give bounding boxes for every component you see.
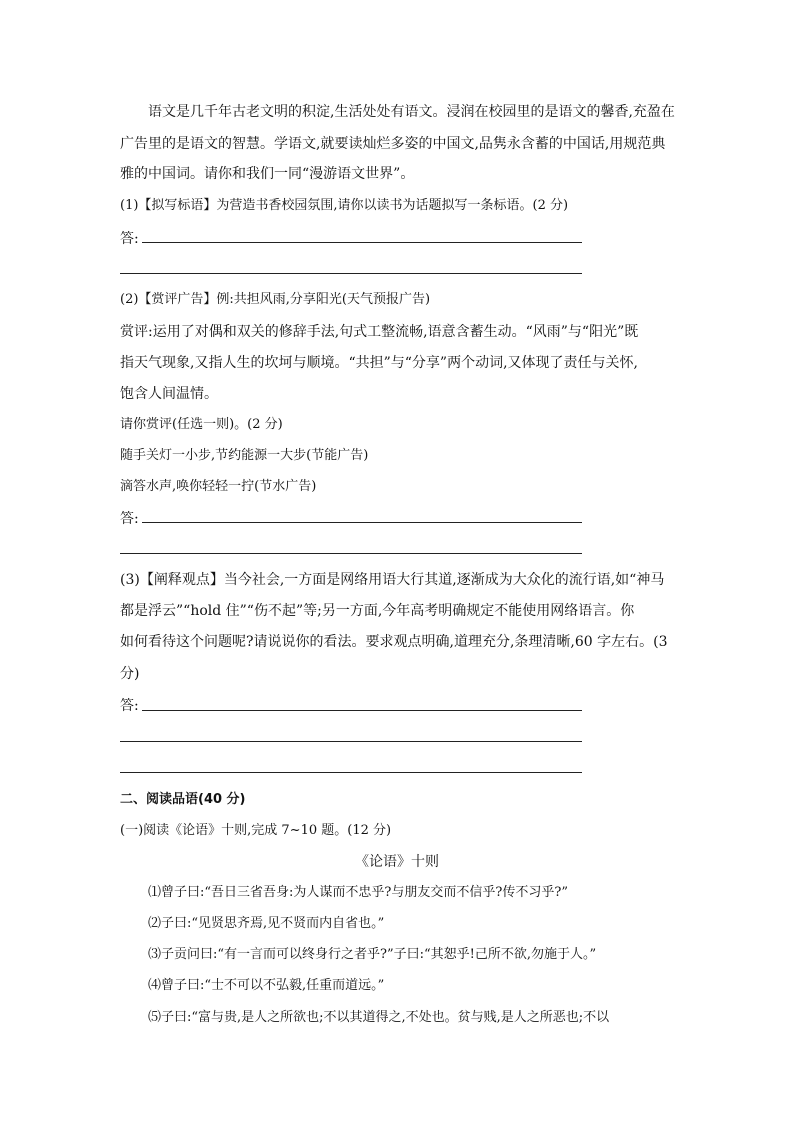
question-1: (1)【拟写标语】为营造书香校园氛围,请你以读书为话题拟写一条标语。(2 分) — [120, 198, 569, 213]
section-2-title: 二、阅读品语(40 分) — [120, 792, 246, 807]
answer-line-1a[interactable] — [142, 242, 582, 243]
answer-label-2: 答: — [120, 511, 139, 527]
analects-heading: 《论语》十则 — [355, 854, 439, 870]
answer-label-1: 答: — [120, 231, 139, 247]
appreciation-line-3: 饱含人间温情。 — [120, 386, 218, 402]
question-3-line-2: 都是浮云”“hold 住”“伤不起”等;另一方面,今年高考明确规定不能使用网络语言。你 — [120, 603, 635, 619]
question-3-line-3: 如何看待这个问题呢?请说说你的看法。要求观点明确,道理充分,条理清晰,60 字左右。(3 — [120, 634, 668, 650]
answer-line-1b[interactable] — [120, 273, 582, 274]
analects-item-2: ⑵子曰:“见贤思齐焉,见不贤而内自省也。” — [148, 916, 385, 931]
appreciation-line-2: 指天气现象,又指人生的坎坷与顺境。“共担”与“分享”两个动词,又体现了责任与关怀, — [120, 355, 638, 371]
question-2: (2)【赏评广告】例:共担风雨,分享阳光(天气预报广告) — [120, 292, 431, 307]
answer-line-3b[interactable] — [120, 741, 582, 742]
question-3-line-4: 分) — [120, 666, 140, 682]
section-2-subtitle: (一)阅读《论语》十则,完成 7~10 题。(12 分) — [120, 823, 392, 838]
answer-line-2a[interactable] — [142, 522, 582, 523]
analects-item-4: ⑷曾子曰:“士不可以不弘毅,任重而道远。” — [148, 978, 385, 993]
question-2-prompt: 请你赏评(任选一则)。(2 分) — [120, 417, 283, 432]
answer-label-3: 答: — [120, 698, 139, 714]
analects-item-3: ⑶子贡问曰:“有一言而可以终身行之者乎?”子曰:“其恕乎!己所不欲,勿施于人。” — [148, 947, 597, 962]
appreciation-line-1: 赏评:运用了对偶和双关的修辞手法,句式工整流畅,语意含蓄生动。“风雨”与“阳光”既 — [120, 324, 639, 340]
answer-line-2b[interactable] — [120, 553, 582, 554]
intro-line-2: 广告里的是语文的智慧。学语文,就要读灿烂多姿的中国文,品隽永含蓄的中国话,用规范典 — [120, 136, 666, 152]
intro-line-1: 语文是几千年古老文明的积淀,生活处处有语文。浸润在校园里的是语文的馨香,充盈在 — [148, 104, 675, 120]
question-3-line-1: (3)【阐释观点】当今社会,一方面是网络用语大行其道,逐渐成为大众化的流行语,如“神马 — [120, 572, 665, 588]
answer-line-3a[interactable] — [142, 710, 582, 711]
answer-line-3c[interactable] — [120, 772, 582, 773]
intro-line-3: 雅的中国词。请你和我们一同“漫游语文世界”。 — [120, 166, 415, 182]
analects-item-5: ⑸子曰:“富与贵,是人之所欲也;不以其道得之,不处也。贫与贱,是人之所恶也;不以 — [148, 1010, 610, 1025]
ad-option-2: 滴答水声,唤你轻轻一拧(节水广告) — [120, 479, 317, 494]
ad-option-1: 随手关灯一小步,节约能源一大步(节能广告) — [120, 448, 369, 463]
analects-item-1: ⑴曾子曰:“吾日三省吾身:为人谋而不忠乎?与朋友交而不信乎?传不习乎?” — [148, 885, 568, 900]
